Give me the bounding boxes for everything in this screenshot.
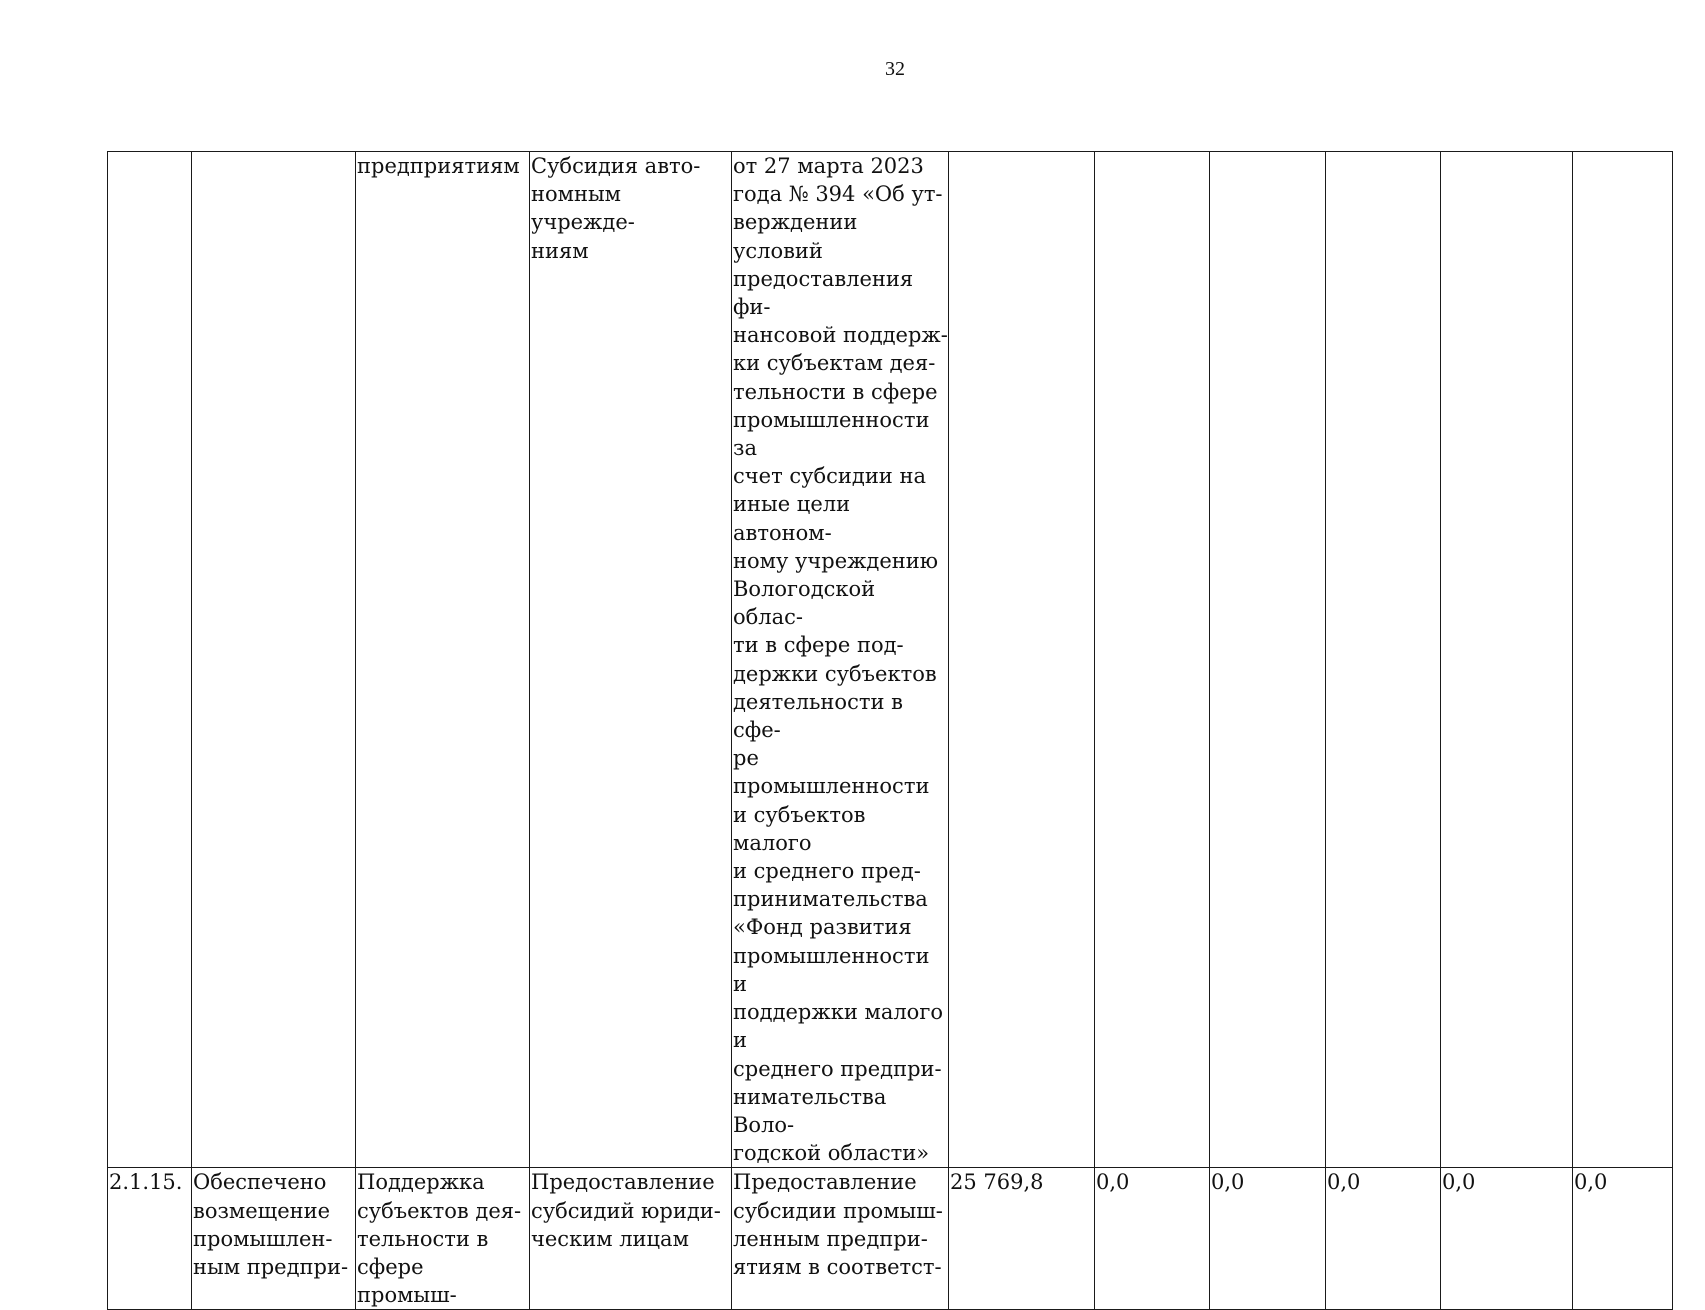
amount-cell: 0,0 bbox=[1573, 1168, 1673, 1310]
table-cell: предприятиям bbox=[356, 152, 530, 1168]
table-cell bbox=[1573, 152, 1673, 1168]
table-cell bbox=[1326, 152, 1441, 1168]
table-cell: от 27 марта 2023 года № 394 «Об ут- верждении условий предоставления фи- нансовой поддерж- ки субъектам дея- тельности в сфере промышленности за счет субсидии на иные цели автоном- ному учреждению Вологодской облас- ти в сфере под- держки субъектов деятельности в сфе- ре промышленности и субъектов малого и среднего пред- принимательства «Фонд развития промышленности и поддержки малого и среднего предпри- нимательства Воло- годской области» bbox=[732, 152, 949, 1168]
table-cell bbox=[108, 152, 192, 1168]
table-cell bbox=[1441, 152, 1573, 1168]
table-cell bbox=[1210, 152, 1326, 1168]
table-cell: Субсидия авто- номным учрежде- ниям bbox=[530, 152, 732, 1168]
table-cell: Поддержка субъектов дея- тельности в сфере промыш- bbox=[356, 1168, 530, 1310]
table-row-2-1-15 bbox=[108, 1168, 1673, 1310]
amount-cell: 0,0 bbox=[1326, 1168, 1441, 1310]
amount-cell: 0,0 bbox=[1095, 1168, 1210, 1310]
budget-table bbox=[107, 151, 1673, 1310]
page-number: 32 bbox=[885, 58, 905, 80]
table-row-continued bbox=[108, 152, 1673, 1168]
table-cell: Предоставление субсидии промыш- ленным предпри- ятиям в соответст- bbox=[732, 1168, 949, 1310]
amount-cell: 25 769,8 bbox=[949, 1168, 1095, 1310]
table-cell: Предоставление субсидий юриди- ческим лицам bbox=[530, 1168, 732, 1310]
table-cell bbox=[949, 152, 1095, 1168]
amount-cell: 0,0 bbox=[1210, 1168, 1326, 1310]
item-number-cell: 2.1.15. bbox=[108, 1168, 192, 1310]
table-cell: Обеспечено возмещение промышлен- ным предпри- bbox=[192, 1168, 356, 1310]
table-cell bbox=[1095, 152, 1210, 1168]
amount-cell: 0,0 bbox=[1441, 1168, 1573, 1310]
table-cell bbox=[192, 152, 356, 1168]
